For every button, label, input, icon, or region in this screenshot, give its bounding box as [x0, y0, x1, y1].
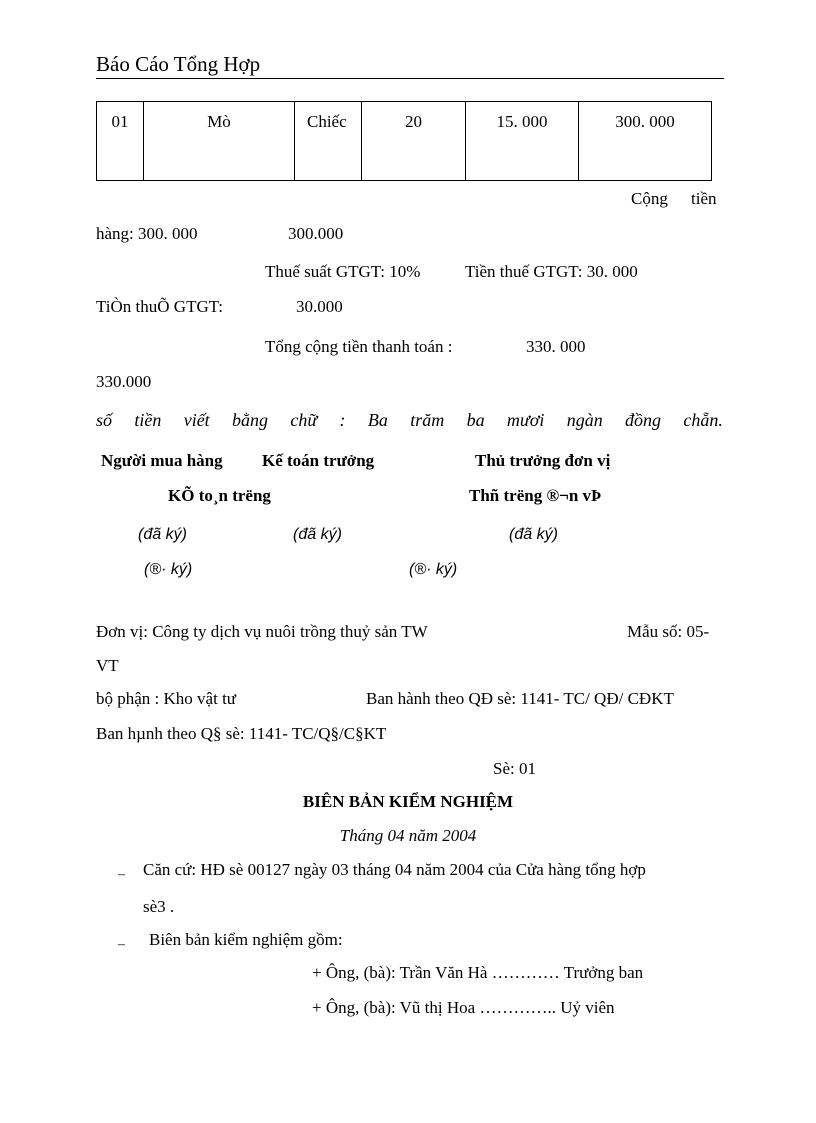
word: ngàn — [566, 410, 603, 430]
bo-phan: bộ phận : Kho vật tư — [96, 689, 237, 708]
word: số — [96, 410, 113, 430]
don-vi: Đơn vị: Công ty dịch vụ nuôi trồng thuỷ sản TW — [96, 622, 428, 641]
tong-cong-label: Tổng cộng tiền thanh toán : — [265, 337, 453, 356]
word: trăm — [410, 410, 445, 430]
table-cell-unit: Chiếc — [295, 102, 362, 181]
word: đồng — [625, 410, 662, 430]
signed-note-garbled-1: (®· ký) — [144, 561, 193, 578]
signature-accountant: Kế toán trưởng — [262, 451, 375, 470]
table-cell-qty: 20 — [362, 102, 466, 181]
amount-in-words — [96, 411, 723, 429]
tien-thue-garbled: TiÒn thuÕ GTGT: — [96, 297, 223, 316]
mau-so: Mẫu số: 05- — [627, 622, 710, 641]
ban-hanh: Ban hành theo QĐ sè: 1141- TC/ QĐ/ CĐKT — [366, 689, 674, 708]
table-cell-price: 15. 000 — [466, 102, 579, 181]
word: mươi — [506, 410, 545, 430]
word: bằng — [232, 410, 269, 430]
signed-note-1: (đã ký) — [138, 526, 187, 543]
word: viết — [183, 410, 210, 430]
signed-note-garbled-2: (®· ký) — [409, 561, 458, 578]
header-divider — [96, 78, 724, 79]
tien-thue: Tiền thuế GTGT: 30. 000 — [465, 262, 638, 281]
signed-note-2: (đã ký) — [293, 526, 342, 543]
cong-tien-word-1: Cộng — [631, 189, 668, 208]
hang-value-2: 300.000 — [288, 224, 344, 243]
hang-line: hàng: 300. 000 — [96, 224, 198, 243]
doc-date: Tháng 04 năm 2004 — [339, 826, 477, 845]
items-table — [96, 101, 712, 181]
tong-cong-value: 330. 000 — [526, 337, 586, 356]
thue-suat: Thuế suất GTGT: 10% — [265, 262, 421, 281]
tong-cong-value-2: 330.000 — [96, 372, 152, 391]
so-number: Sè: 01 — [493, 759, 536, 778]
bullet-1-line-2: sè3 . — [143, 897, 175, 916]
word: chữ — [290, 410, 318, 430]
word: : — [339, 410, 346, 430]
signature-accountant-garbled: KÕ to¸n trëng — [168, 486, 271, 505]
cong-tien-word-2: tiền — [691, 189, 717, 208]
table-cell-stt: 01 — [97, 102, 144, 181]
doc-title: BIÊN BẢN KIỂM NGHIỆM — [302, 792, 514, 811]
signature-buyer: Người mua hàng — [101, 451, 223, 470]
bullet-mark: – — [118, 867, 125, 882]
table-cell-name: Mò — [144, 102, 295, 181]
table-cell-total: 300. 000 — [579, 102, 712, 181]
bullet-1-line-1: Căn cứ: HĐ sè 00127 ngày 03 tháng 04 năm 2004 của Cửa hàng tổng hợp — [143, 860, 646, 879]
signature-head-garbled: Thñ trëng ®¬n vÞ — [469, 486, 602, 505]
word: chẵn. — [683, 410, 723, 430]
word: Ba — [367, 410, 388, 430]
tien-thue-value-2: 30.000 — [296, 297, 343, 316]
report-header-title: Báo Cáo Tổng Hợp — [96, 52, 261, 76]
signature-head: Thủ trưởng đơn vị — [475, 451, 611, 470]
bullet-2: Biên bản kiểm nghiệm gồm: — [149, 930, 343, 949]
word: tiền — [134, 410, 162, 430]
mau-so-cont: VT — [96, 656, 119, 675]
signed-note-3: (đã ký) — [509, 526, 558, 543]
word: ba — [466, 410, 485, 430]
member-1: + Ông, (bà): Trần Văn Hà ………… Trưởng ban — [312, 963, 644, 982]
member-2: + Ông, (bà): Vũ thị Hoa ………….. Uỷ viên — [312, 998, 615, 1017]
table-row — [97, 102, 712, 181]
bullet-mark: – — [118, 937, 125, 952]
ban-hanh-garbled: Ban hµnh theo Q§ sè: 1141- TC/Q§/C§KT — [96, 724, 387, 743]
